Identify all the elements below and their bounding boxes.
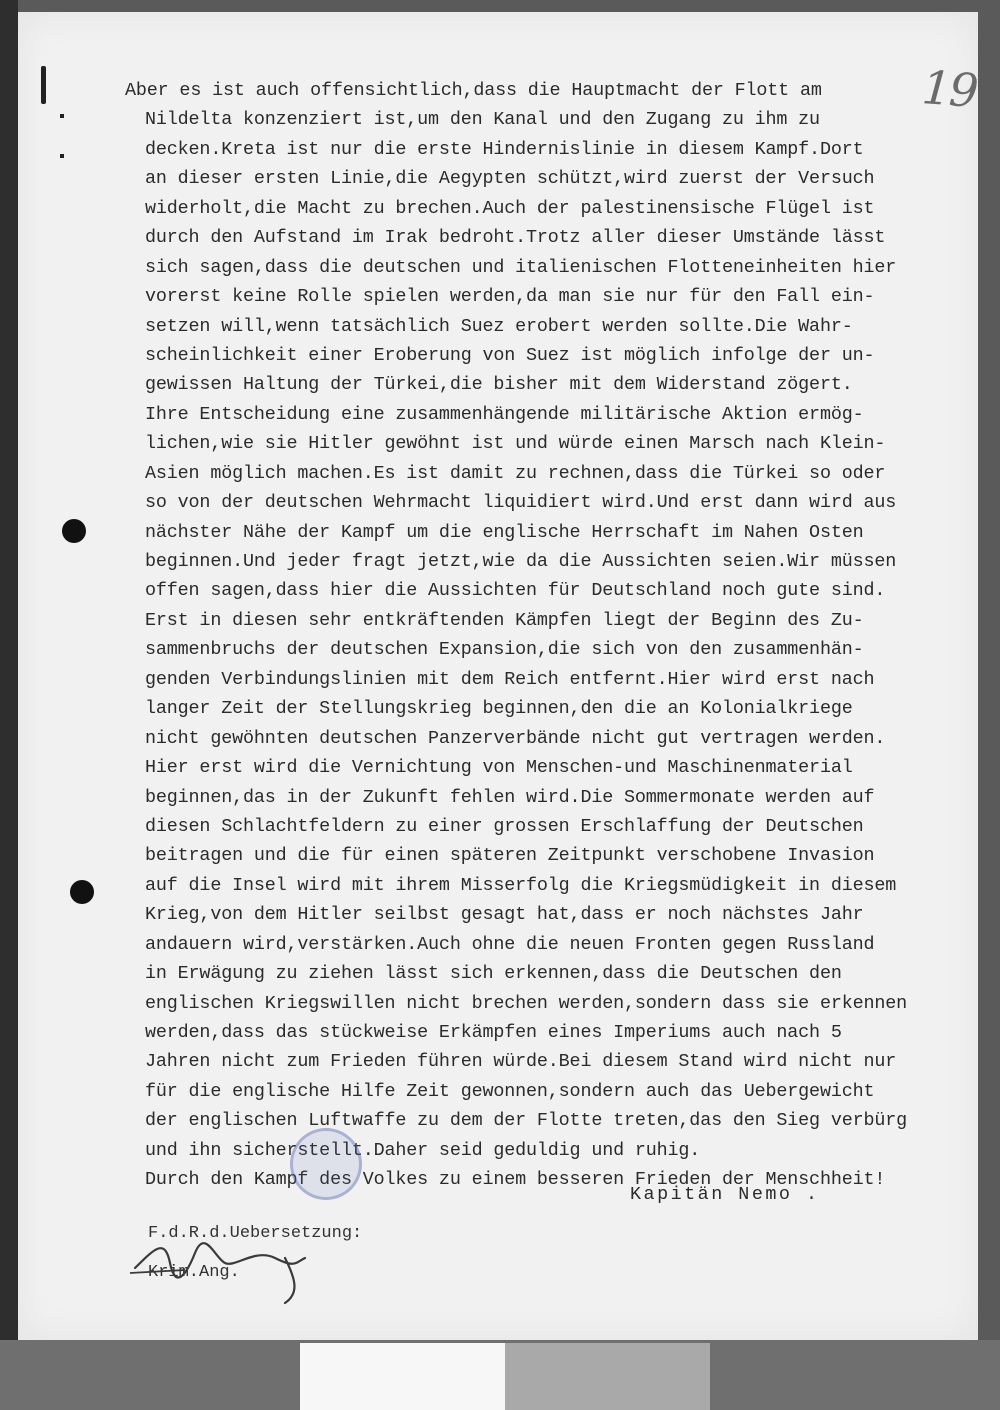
text-line: werden,dass das stückweise Erkämpfen eines Imperiums auch nach 5	[145, 1022, 842, 1043]
text-line: Erst in diesen sehr entkräftenden Kämpfen liegt der Beginn des Zu-	[145, 609, 864, 631]
ink-stamp	[290, 1128, 362, 1200]
translation-certification: F.d.R.d.Uebersetzung:	[148, 1224, 363, 1243]
text-line: offen sagen,dass hier die Aussichten für Deutschland noch gute sind.	[145, 580, 886, 602]
scan-left-edge	[0, 0, 18, 1410]
text-line: für die englische Hilfe Zeit gewonnen,sondern auch das Uebergewicht	[145, 1080, 875, 1102]
page-number: 19	[920, 60, 979, 118]
text-line: Durch den Kampf des Volkes zu einem besseren Frieden der Menschheit!	[145, 1169, 886, 1191]
text-line: diesen Schlachtfeldern zu einer grossen Erschlaffung der Deutschen	[145, 815, 864, 837]
text-line: Hier erst wird die Vernichtung von Menschen-und Maschinenmaterial	[145, 757, 853, 779]
text-line: Nildelta konzenziert ist,um den Kanal und den Zugang zu ihm zu	[145, 109, 820, 131]
text-line: setzen will,wenn tatsächlich Suez erobert werden sollte.Die Wahr-	[145, 315, 853, 337]
text-line: Jahren nicht zum Frieden führen würde.Bei diesem Stand wird nicht nur	[145, 1051, 897, 1073]
text-line: beginnen.Und jeder fragt jetzt,wie da die Aussichten seien.Wir müssen	[145, 551, 897, 572]
text-line: nächster Nähe der Kampf um die englische Herrschaft im Nahen Osten	[145, 521, 864, 543]
text-line: an dieser ersten Linie,die Aegypten schützt,wird zuerst der Versuch	[145, 168, 875, 190]
text-line: decken.Kreta ist nur die erste Hindernislinie in diesem Kampf.Dort	[145, 138, 864, 160]
text-line: vorerst keine Rolle spielen werden,da man sie nur für den Fall ein-	[145, 286, 875, 308]
margin-dot	[60, 154, 64, 158]
handwritten-signature	[125, 1228, 325, 1308]
punch-hole-upper	[62, 519, 86, 543]
text-line: sich sagen,dass die deutschen und italienischen Flotteneinheiten hier	[145, 256, 897, 278]
text-line: so von der deutschen Wehrmacht liquidiert wird.Und erst dann wird aus	[145, 492, 897, 514]
text-line: gewissen Haltung der Türkei,die bisher mit dem Widerstand zögert.	[145, 374, 853, 396]
margin-mark	[41, 66, 46, 104]
punch-hole-lower	[70, 880, 94, 904]
text-line: und ihn sicherstellt.Daher seid geduldig und ruhig.	[145, 1139, 701, 1161]
text-line: beginnen,das in der Zukunft fehlen wird.Die Sommermonate werden auf	[145, 786, 875, 808]
text-line: langer Zeit der Stellungskrieg beginnen,den die an Kolonialkriege	[145, 698, 853, 720]
text-line: der englischen Luftwaffe zu dem der Flotte treten,das den Sieg verbürg	[145, 1110, 908, 1132]
text-line: sammenbruchs der deutschen Expansion,die sich von den zusammenhän-	[145, 639, 864, 661]
calibration-white-patch	[300, 1343, 505, 1410]
margin-dot	[60, 114, 64, 118]
signoff-name: Kapitän Nemo .	[630, 1184, 820, 1205]
text-line: Ihre Entscheidung eine zusammenhängende militärische Aktion ermög-	[145, 403, 864, 425]
calibration-gray-patch	[505, 1343, 710, 1410]
text-line: genden Verbindungslinien mit dem Reich entfernt.Hier wird erst nach	[145, 668, 875, 690]
text-line: beitragen und die für einen späteren Zeitpunkt verschobene Invasion	[145, 845, 875, 867]
text-line: lichen,wie sie Hitler gewöhnt ist und würde einen Marsch nach Klein-	[145, 433, 886, 455]
text-line: scheinlichkeit einer Eroberung von Suez ist möglich infolge der un-	[145, 344, 875, 366]
text-line: Aber es ist auch offensichtlich,dass die Hauptmacht der Flott am	[125, 80, 822, 101]
typed-body-text	[125, 76, 985, 1195]
color-calibration-card	[300, 1343, 710, 1410]
text-line: auf die Insel wird mit ihrem Misserfolg die Kriegsmüdigkeit in diesem	[145, 874, 897, 896]
text-line: Asien möglich machen.Es ist damit zu rechnen,dass die Türkei so oder	[145, 462, 886, 484]
text-line: widerholt,die Macht zu brechen.Auch der palestinensische Flügel ist	[145, 197, 875, 219]
text-line: Krieg,von dem Hitler seilbst gesagt hat,dass er noch nächstes Jahr	[145, 904, 864, 926]
text-line: durch den Aufstand im Irak bedroht.Trotz aller dieser Umstände lässt	[145, 227, 886, 249]
text-line: andauern wird,verstärken.Auch ohne die neuen Fronten gegen Russland	[145, 933, 875, 955]
text-line: englischen Kriegswillen nicht brechen werden,sondern dass sie erkennen	[145, 992, 908, 1014]
text-line: nicht gewöhnten deutschen Panzerverbände nicht gut vertragen werden.	[145, 727, 886, 749]
text-line: in Erwägung zu ziehen lässt sich erkennen,dass die Deutschen den	[145, 963, 842, 985]
official-title: Krim.Ang.	[148, 1263, 240, 1282]
